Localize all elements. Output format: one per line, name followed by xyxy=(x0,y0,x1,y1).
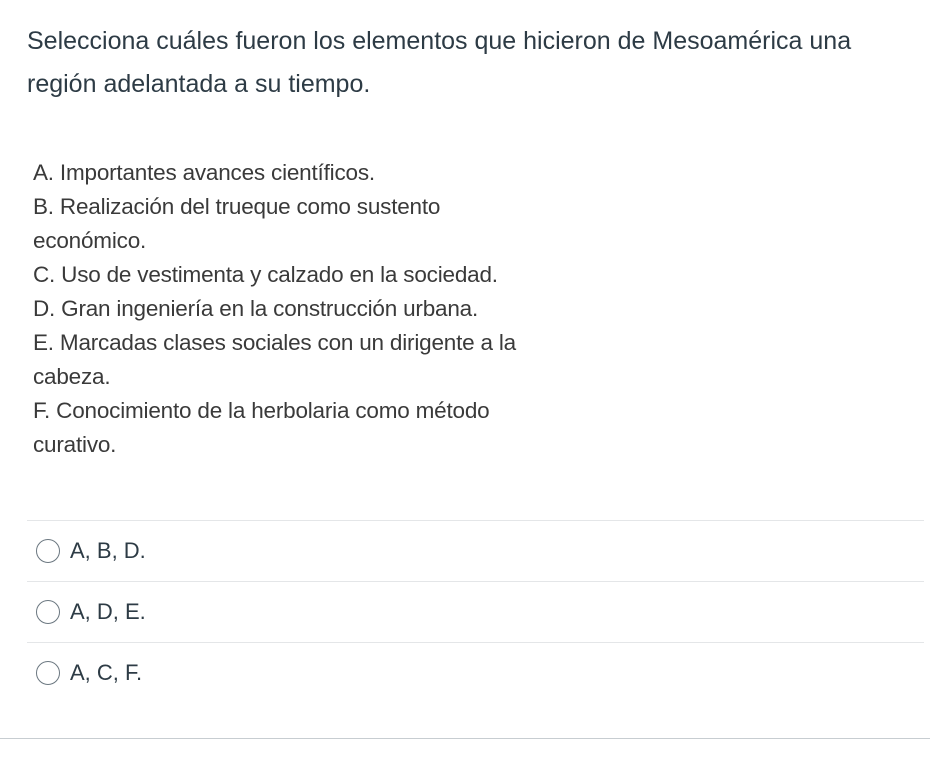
answer-option-3[interactable] xyxy=(27,643,924,703)
radio-button-icon[interactable] xyxy=(36,661,60,685)
radio-button-icon[interactable] xyxy=(36,539,60,563)
option-line-b-cont: económico. xyxy=(33,228,147,253)
option-line-d: D. Gran ingeniería en la construcción urbana. xyxy=(33,296,479,321)
option-line-e-cont: cabeza. xyxy=(33,364,111,389)
radio-button-icon[interactable] xyxy=(36,600,60,624)
option-line-b: B. Realización del trueque como sustento xyxy=(33,194,441,219)
option-line-f-cont: curativo. xyxy=(33,432,117,457)
answer-list xyxy=(27,520,924,703)
answer-label[interactable]: A, D, E. xyxy=(70,599,146,624)
option-line-a: A. Importantes avances científicos. xyxy=(33,160,375,185)
option-line-c: C. Uso de vestimenta y calzado en la sociedad. xyxy=(33,262,498,287)
option-line-f: F. Conocimiento de la herbolaria como método xyxy=(33,398,490,423)
answer-label[interactable]: A, C, F. xyxy=(70,660,143,685)
bottom-divider xyxy=(0,738,930,739)
answer-label[interactable]: A, B, D. xyxy=(70,538,146,563)
option-line-e: E. Marcadas clases sociales con un dirigente a la xyxy=(33,330,516,355)
answer-option-1[interactable] xyxy=(27,521,924,582)
options-image xyxy=(33,156,593,462)
answer-option-2[interactable] xyxy=(27,582,924,643)
question-text: Selecciona cuáles fueron los elementos que hicieron de Mesoamérica una región adelantada a su tiempo. xyxy=(27,27,852,98)
